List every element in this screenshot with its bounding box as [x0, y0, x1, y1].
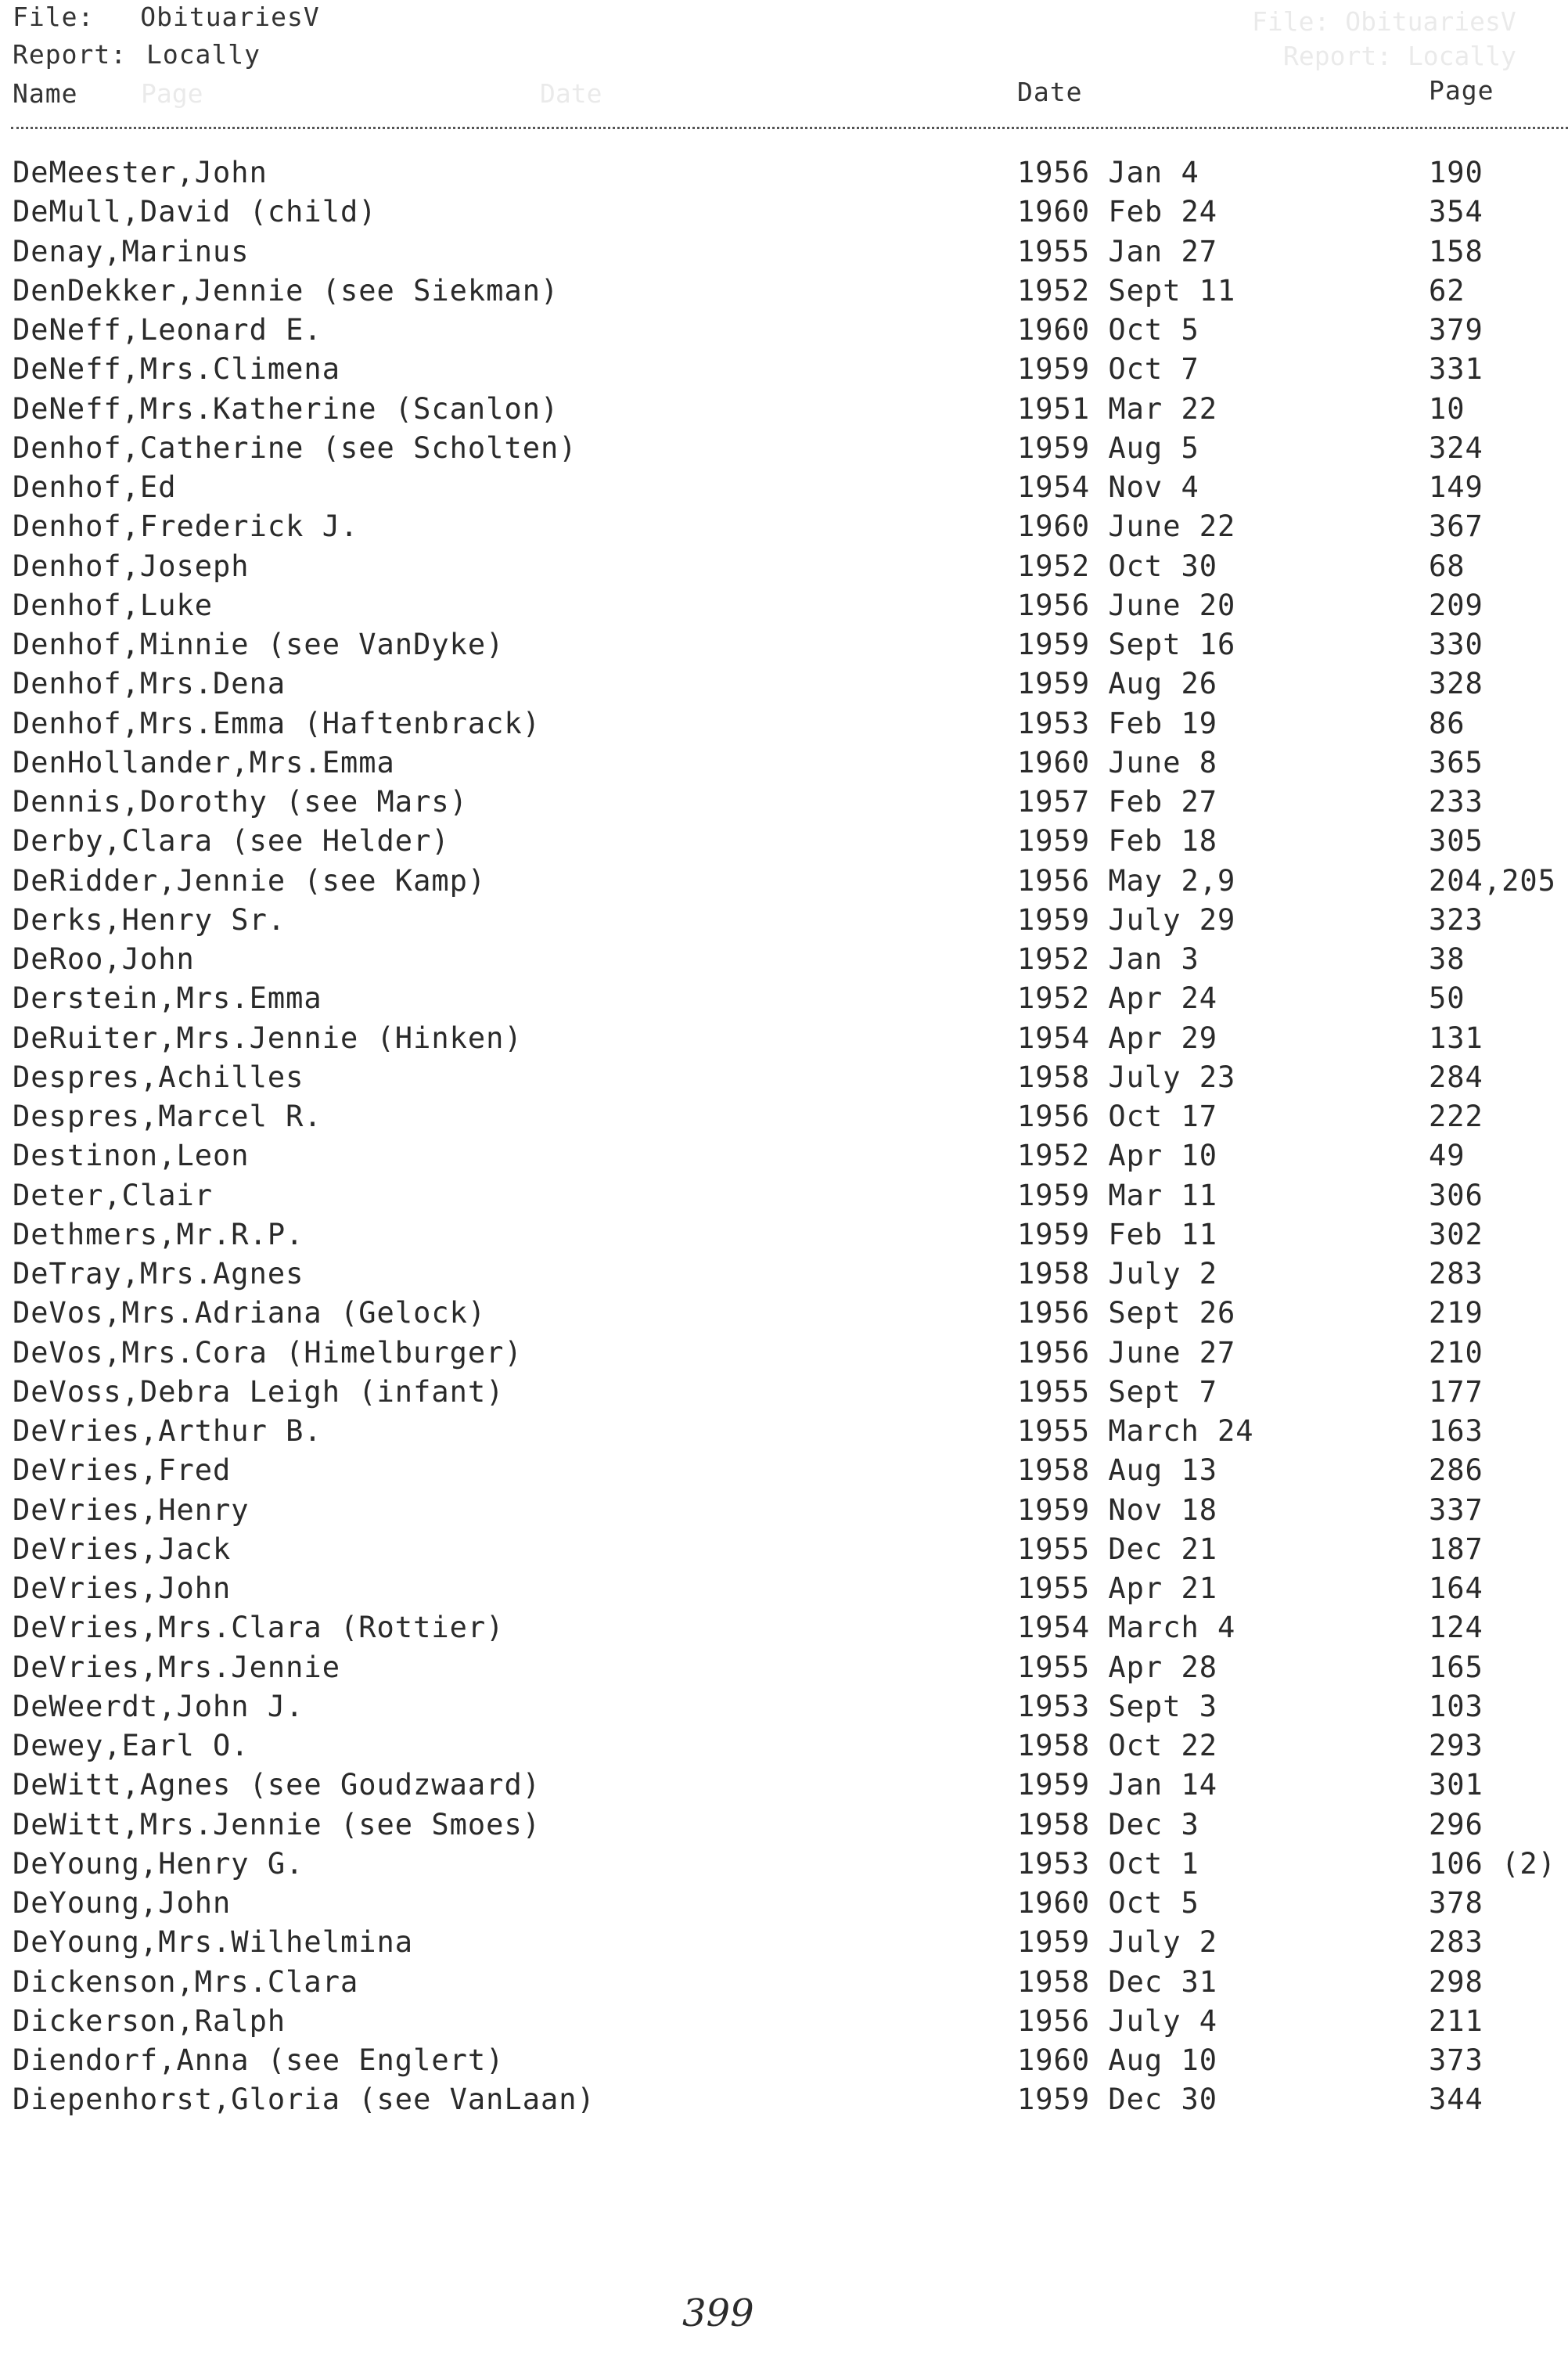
entry-page: 283 [1429, 1925, 1483, 1960]
table-row [0, 941, 1568, 981]
bleed-through-text: File: ObituariesV [1252, 6, 1516, 37]
entry-date: 1956 July 4 [1017, 2003, 1218, 2038]
entry-date: 1954 Nov 4 [1017, 470, 1199, 504]
entry-date: 1955 March 24 [1017, 1414, 1254, 1448]
table-row [0, 1413, 1568, 1453]
table-row [0, 2043, 1568, 2082]
table-row [0, 2082, 1568, 2121]
entry-page: 373 [1429, 2043, 1483, 2077]
report-value: Locally [146, 39, 261, 70]
entry-page: 149 [1429, 470, 1483, 504]
entry-name: Denhof,Ed [13, 470, 177, 504]
entry-page: 354 [1429, 195, 1483, 229]
bleed-through-text: Date [540, 78, 602, 109]
entry-date: 1955 Apr 21 [1017, 1571, 1218, 1605]
entry-page: 344 [1429, 2083, 1483, 2117]
entry-name: Denhof,Frederick J. [13, 509, 359, 544]
entry-date: 1955 Dec 21 [1017, 1532, 1218, 1566]
entry-date: 1958 July 2 [1017, 1257, 1218, 1291]
table-row [0, 312, 1568, 351]
entry-date: 1959 Aug 26 [1017, 667, 1218, 701]
entry-name: Derstein,Mrs.Emma [13, 981, 322, 1016]
entry-name: DeWitt,Mrs.Jennie (see Smoes) [13, 1807, 541, 1841]
entry-page: 62 [1429, 273, 1466, 308]
entry-page: 324 [1429, 430, 1483, 465]
table-row [0, 1650, 1568, 1689]
entry-date: 1960 Oct 5 [1017, 313, 1199, 347]
entry-name: Denhof,Luke [13, 588, 214, 622]
column-header-name: Name [13, 78, 78, 109]
entry-name: DeMeester,John [13, 156, 268, 189]
entry-page: 301 [1429, 1768, 1483, 1802]
entry-date: 1952 Jan 3 [1017, 942, 1199, 976]
entry-name: DeWeerdt,John J. [13, 1689, 304, 1723]
entry-page: 367 [1429, 509, 1483, 544]
entry-date: 1960 Feb 24 [1017, 195, 1218, 229]
table-row [0, 470, 1568, 509]
entry-date: 1956 Sept 26 [1017, 1296, 1236, 1330]
entry-page: 68 [1429, 549, 1466, 583]
entry-date: 1952 Apr 10 [1017, 1139, 1218, 1173]
entry-name: DeRoo,John [13, 942, 195, 976]
table-row [0, 627, 1568, 666]
entry-page: 331 [1429, 352, 1483, 387]
entry-name: DeVries,Jack [13, 1532, 232, 1566]
entry-name: Despres,Marcel R. [13, 1100, 322, 1133]
table-row [0, 1571, 1568, 1610]
entry-date: 1959 July 2 [1017, 1925, 1218, 1960]
bleed-through-text: Page [141, 78, 203, 109]
entry-date: 1953 Sept 3 [1017, 1689, 1218, 1723]
handwritten-page-number: 399 [682, 2291, 754, 2335]
entry-name: DeMull,David (child) [13, 195, 377, 229]
table-row [0, 1807, 1568, 1846]
table-row [0, 1767, 1568, 1806]
table-row [0, 1885, 1568, 1924]
table-row [0, 902, 1568, 941]
entry-date: 1952 Apr 24 [1017, 981, 1218, 1016]
entry-page: 222 [1429, 1100, 1483, 1133]
entry-page: 293 [1429, 1729, 1483, 1762]
entry-name: Dickenson,Mrs.Clara [13, 1964, 359, 1999]
table-row [0, 1689, 1568, 1728]
file-value: ObituariesV [140, 2, 320, 32]
table-row [0, 1178, 1568, 1217]
entry-name: DeNeff,Mrs.Katherine (Scanlon) [13, 391, 559, 426]
entry-page: 330 [1429, 628, 1483, 661]
entry-date: 1959 Nov 18 [1017, 1492, 1218, 1527]
entry-date: 1958 July 23 [1017, 1060, 1236, 1094]
entry-name: DeRuiter,Mrs.Jennie (Hinken) [13, 1021, 523, 1055]
table-row [0, 1138, 1568, 1177]
entry-page: 204,205 [1429, 863, 1556, 898]
table-row [0, 155, 1568, 194]
table-row [0, 1060, 1568, 1099]
entry-date: 1958 Oct 22 [1017, 1729, 1218, 1762]
table-row [0, 588, 1568, 627]
entry-page: 210 [1429, 1335, 1483, 1370]
entry-page: 163 [1429, 1414, 1483, 1448]
entry-page: 378 [1429, 1886, 1483, 1920]
entry-page: 49 [1429, 1139, 1466, 1173]
entry-name: Destinon,Leon [13, 1139, 250, 1173]
entry-name: Denhof,Minnie (see VanDyke) [13, 628, 505, 661]
table-row [0, 1492, 1568, 1532]
entry-date: 1959 Jan 14 [1017, 1768, 1218, 1802]
entry-name: Dethmers,Mr.R.P. [13, 1217, 304, 1251]
column-header-page: Page [1429, 75, 1494, 106]
entry-name: DeNeff,Mrs.Climena [13, 352, 340, 387]
entry-date: 1959 Aug 5 [1017, 430, 1199, 465]
entry-date: 1956 June 20 [1017, 588, 1236, 622]
entry-page: 10 [1429, 391, 1466, 426]
entry-page: 298 [1429, 1964, 1483, 1999]
entry-date: 1960 June 8 [1017, 745, 1218, 779]
entry-page: 209 [1429, 588, 1483, 622]
entry-page: 283 [1429, 1257, 1483, 1291]
entry-name: Dickerson,Ralph [13, 2003, 286, 2038]
entry-page: 158 [1429, 234, 1483, 268]
entry-name: Derby,Clara (see Helder) [13, 824, 450, 859]
entry-name: Denay,Marinus [13, 234, 250, 268]
table-row [0, 234, 1568, 273]
entry-date: 1953 Oct 1 [1017, 1846, 1199, 1881]
entry-name: DeVries,Fred [13, 1453, 232, 1488]
entry-page: 305 [1429, 824, 1483, 859]
entry-name: Derks,Henry Sr. [13, 902, 286, 937]
entry-page: 187 [1429, 1532, 1483, 1566]
table-row [0, 981, 1568, 1020]
entry-date: 1955 Sept 7 [1017, 1374, 1218, 1409]
entry-date: 1959 Sept 16 [1017, 628, 1236, 661]
entry-date: 1959 July 29 [1017, 902, 1236, 937]
entry-date: 1954 March 4 [1017, 1611, 1236, 1645]
table-row [0, 1099, 1568, 1138]
entry-date: 1953 Feb 19 [1017, 706, 1218, 740]
entry-name: Diepenhorst,Gloria (see VanLaan) [13, 2083, 595, 2117]
entry-name: DeNeff,Leonard E. [13, 313, 322, 347]
table-row [0, 1217, 1568, 1256]
entry-date: 1955 Apr 28 [1017, 1650, 1218, 1684]
entry-page: 165 [1429, 1650, 1483, 1684]
entry-date: 1959 Feb 11 [1017, 1217, 1218, 1251]
entry-page: 284 [1429, 1060, 1483, 1094]
table-row [0, 706, 1568, 745]
table-row [0, 784, 1568, 823]
entry-page: 365 [1429, 745, 1483, 779]
header-rule [11, 127, 1568, 129]
entry-name: DeVries,Arthur B. [13, 1414, 322, 1448]
table-row [0, 549, 1568, 588]
table-row [0, 1021, 1568, 1060]
entry-page: 103 [1429, 1689, 1483, 1723]
entry-name: DeVoss,Debra Leigh (infant) [13, 1374, 505, 1409]
entry-name: Denhof,Mrs.Emma (Haftenbrack) [13, 706, 541, 740]
table-row [0, 823, 1568, 862]
entry-page: 177 [1429, 1374, 1483, 1409]
entry-page: 164 [1429, 1571, 1483, 1605]
table-row [0, 1532, 1568, 1571]
entry-date: 1956 Oct 17 [1017, 1100, 1218, 1133]
entry-date: 1956 June 27 [1017, 1335, 1236, 1370]
entry-page: 306 [1429, 1178, 1483, 1212]
entry-page: 337 [1429, 1492, 1483, 1527]
entry-date: 1959 Oct 7 [1017, 352, 1199, 387]
table-row [0, 1453, 1568, 1492]
entry-name: DeVos,Mrs.Cora (Himelburger) [13, 1335, 523, 1370]
table-row [0, 1295, 1568, 1334]
table-row [0, 666, 1568, 705]
table-row [0, 1924, 1568, 1964]
entry-date: 1958 Dec 31 [1017, 1964, 1218, 1999]
bleed-through-text: Report: Locally [1283, 41, 1517, 71]
table-row [0, 1335, 1568, 1374]
obituary-index-list [0, 155, 1568, 2122]
entry-date: 1959 Mar 11 [1017, 1178, 1218, 1212]
entry-date: 1958 Dec 3 [1017, 1807, 1199, 1841]
entry-name: Despres,Achilles [13, 1060, 304, 1094]
entry-page: 50 [1429, 981, 1466, 1016]
entry-name: DeYoung,John [13, 1886, 232, 1920]
table-row [0, 745, 1568, 784]
entry-name: Dennis,Dorothy (see Mars) [13, 785, 468, 819]
entry-date: 1960 June 22 [1017, 509, 1236, 544]
table-row [0, 863, 1568, 902]
report-line [13, 39, 261, 70]
entry-name: DeVries,Mrs.Jennie [13, 1650, 340, 1684]
entry-date: 1952 Oct 30 [1017, 549, 1218, 583]
table-row [0, 273, 1568, 312]
entry-date: 1958 Aug 13 [1017, 1453, 1218, 1488]
entry-date: 1955 Jan 27 [1017, 234, 1218, 268]
entry-name: Denhof,Mrs.Dena [13, 667, 286, 701]
entry-date: 1956 Jan 4 [1017, 156, 1199, 189]
entry-page: 379 [1429, 313, 1483, 347]
entry-name: Denhof,Joseph [13, 549, 250, 583]
entry-name: DenHollander,Mrs.Emma [13, 745, 395, 779]
entry-page: 233 [1429, 785, 1483, 819]
entry-name: DeVries,John [13, 1571, 232, 1605]
entry-name: DeVos,Mrs.Adriana (Gelock) [13, 1296, 487, 1330]
entry-page: 286 [1429, 1453, 1483, 1488]
entry-page: 323 [1429, 902, 1483, 937]
entry-name: DeVries,Henry [13, 1492, 250, 1527]
entry-date: 1959 Dec 30 [1017, 2083, 1218, 2117]
entry-name: DeWitt,Agnes (see Goudzwaard) [13, 1768, 541, 1802]
file-label: File: [13, 2, 95, 32]
table-row [0, 351, 1568, 391]
entry-date: 1957 Feb 27 [1017, 785, 1218, 819]
table-row [0, 1846, 1568, 1885]
entry-page: 296 [1429, 1807, 1483, 1841]
entry-page: 211 [1429, 2003, 1483, 2038]
table-row [0, 1256, 1568, 1295]
entry-date: 1960 Oct 5 [1017, 1886, 1199, 1920]
entry-page: 190 [1429, 156, 1483, 189]
entry-date: 1954 Apr 29 [1017, 1021, 1218, 1055]
table-row [0, 1964, 1568, 2003]
entry-name: Dewey,Earl O. [13, 1729, 250, 1762]
table-row [0, 1728, 1568, 1767]
entry-date: 1959 Feb 18 [1017, 824, 1218, 859]
table-row [0, 1610, 1568, 1649]
entry-date: 1956 May 2,9 [1017, 863, 1236, 898]
entry-page: 86 [1429, 706, 1466, 740]
table-row [0, 2003, 1568, 2043]
entry-page: 131 [1429, 1021, 1483, 1055]
entry-page: 219 [1429, 1296, 1483, 1330]
entry-name: Deter,Clair [13, 1178, 214, 1212]
table-row [0, 430, 1568, 470]
table-row [0, 1374, 1568, 1413]
column-header-date: Date [1017, 77, 1083, 107]
table-row [0, 509, 1568, 548]
entry-date: 1960 Aug 10 [1017, 2043, 1218, 2077]
entry-name: Diendorf,Anna (see Englert) [13, 2043, 505, 2077]
entry-name: DeYoung,Henry G. [13, 1846, 304, 1881]
entry-date: 1952 Sept 11 [1017, 273, 1236, 308]
entry-name: Denhof,Catherine (see Scholten) [13, 430, 577, 465]
entry-page: 302 [1429, 1217, 1483, 1251]
entry-name: DeVries,Mrs.Clara (Rottier) [13, 1611, 505, 1645]
entry-name: DeTray,Mrs.Agnes [13, 1257, 304, 1291]
entry-date: 1951 Mar 22 [1017, 391, 1218, 426]
entry-name: DenDekker,Jennie (see Siekman) [13, 273, 559, 308]
entry-page: 328 [1429, 667, 1483, 701]
entry-page: 124 [1429, 1611, 1483, 1645]
file-line [13, 2, 320, 32]
table-row [0, 194, 1568, 233]
entry-page: 106 (2) [1429, 1846, 1556, 1881]
report-label: Report: [13, 39, 128, 70]
entry-name: DeYoung,Mrs.Wilhelmina [13, 1925, 414, 1960]
entry-name: DeRidder,Jennie (see Kamp) [13, 863, 487, 898]
table-row [0, 391, 1568, 430]
entry-page: 38 [1429, 942, 1466, 976]
